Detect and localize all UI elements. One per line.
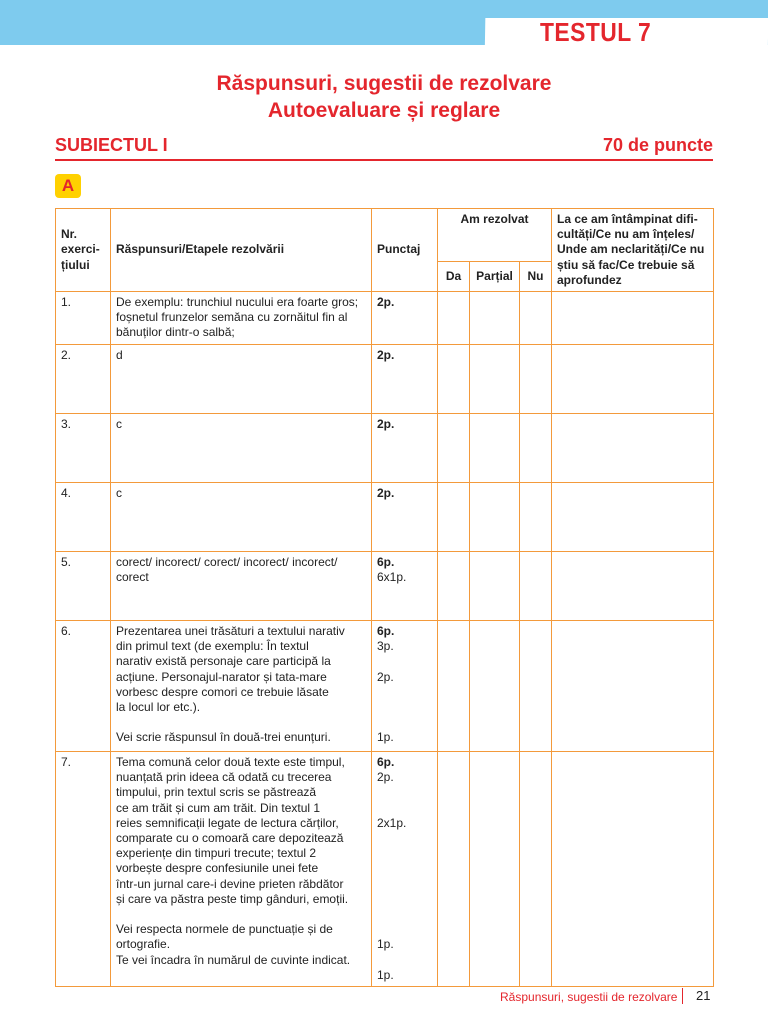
score-detail: 6x1p.: [377, 570, 407, 585]
row-score: [372, 292, 438, 345]
cell-yes[interactable]: [438, 345, 470, 414]
table-row: [56, 552, 714, 621]
cell-yes[interactable]: [438, 621, 470, 752]
page-number: 21: [696, 988, 711, 1003]
header-partial: Parțial: [470, 261, 520, 291]
row-score: [372, 752, 438, 987]
cell-partial[interactable]: [470, 345, 520, 414]
subject-name: SUBIECTUL I: [55, 135, 168, 155]
cell-difficulties[interactable]: [552, 752, 714, 987]
cell-partial[interactable]: [470, 292, 520, 345]
score-main: 2p.: [377, 486, 395, 501]
row-score: [372, 552, 438, 621]
cell-yes[interactable]: [438, 483, 470, 552]
row-score: [372, 483, 438, 552]
cell-difficulties[interactable]: [552, 292, 714, 345]
cell-partial[interactable]: [470, 752, 520, 987]
header-nr: Nr. exerci- țiului: [56, 209, 111, 292]
score-main: 2p.: [377, 348, 395, 363]
table-row: [56, 621, 714, 752]
row-answer: d: [111, 345, 372, 414]
cell-no[interactable]: [520, 414, 552, 483]
cell-difficulties[interactable]: [552, 483, 714, 552]
table-row: [56, 752, 714, 987]
cell-yes[interactable]: [438, 552, 470, 621]
cell-difficulties[interactable]: [552, 552, 714, 621]
row-nr: 4.: [56, 483, 111, 552]
cell-partial[interactable]: [470, 414, 520, 483]
cell-yes[interactable]: [438, 292, 470, 345]
header-answers: Răspunsuri/Etapele rezolvării: [111, 209, 372, 292]
cell-no[interactable]: [520, 552, 552, 621]
footer-divider: [682, 988, 683, 1004]
cell-yes[interactable]: [438, 752, 470, 987]
header-score: Punctaj: [372, 209, 438, 292]
score-main: 6p.: [377, 755, 395, 770]
score-detail: 2p. 2x1p. 1p. 1p.: [377, 770, 407, 982]
cell-difficulties[interactable]: [552, 345, 714, 414]
header-solved: Am rezolvat: [438, 209, 552, 262]
footer-text: Răspunsuri, sugestii de rezolvare: [500, 990, 678, 1004]
section-badge: A: [55, 174, 81, 198]
cell-no[interactable]: [520, 292, 552, 345]
row-answer: Prezentarea unei trăsături a textului narativ din primul text (de exemplu: În textul narativ există personaje care participă la acțiune. Personajul-narator și tata-mare vorbesc despre comori ce trebuie lăsate la locul lor etc.). Vei scrie răspunsul în două-trei enunțuri.: [111, 621, 372, 752]
score-main: 6p.: [377, 555, 395, 570]
cell-difficulties[interactable]: [552, 621, 714, 752]
table-row: [56, 483, 714, 552]
row-nr: 3.: [56, 414, 111, 483]
answers-table: [55, 208, 714, 987]
table-row: [56, 292, 714, 345]
score-main: 6p.: [377, 624, 395, 639]
row-nr: 5.: [56, 552, 111, 621]
score-detail: 3p. 2p. 1p.: [377, 639, 394, 745]
header-no: Nu: [520, 261, 552, 291]
cell-no[interactable]: [520, 483, 552, 552]
row-nr: 7.: [56, 752, 111, 987]
score-main: 2p.: [377, 295, 395, 310]
row-nr: 2.: [56, 345, 111, 414]
row-answer: Tema comună celor două texte este timpul, nuanțată prin ideea că odată cu trecerea timpului, prin textul scris se păstrează ce am trăit și cum am trăit. Din textul 1 reies semnificații legate de lectura cărților, comparate cu o comoară care depozitează experiențe din timpuri trecute; textul 2 vorbește despre confesiunile unei fete într-un jurnal care-i devine prieten răbdător și care va păstra peste timp gânduri, emoții. Vei respecta normele de punctuație și de ortografie. Te vei încadra în numărul de cuvinte indicat.: [111, 752, 372, 987]
cell-partial[interactable]: [470, 483, 520, 552]
table-row: [56, 345, 714, 414]
row-nr: 6.: [56, 621, 111, 752]
cell-partial[interactable]: [470, 621, 520, 752]
cell-no[interactable]: [520, 345, 552, 414]
test-label: TESTUL 7: [540, 17, 652, 47]
row-score: [372, 414, 438, 483]
row-score: [372, 345, 438, 414]
row-score: [372, 621, 438, 752]
score-main: 2p.: [377, 417, 395, 432]
cell-yes[interactable]: [438, 414, 470, 483]
cell-partial[interactable]: [470, 552, 520, 621]
subject-points: 70 de puncte: [602, 135, 713, 155]
row-answer: corect/ incorect/ corect/ incorect/ incorect/ corect: [111, 552, 372, 621]
cell-no[interactable]: [520, 621, 552, 752]
page-title-line2: Autoevaluare și reglare: [267, 99, 501, 122]
row-answer: c: [111, 414, 372, 483]
cell-no[interactable]: [520, 752, 552, 987]
header-yes: Da: [438, 261, 470, 291]
header-difficulties: La ce am întâmpinat difi- cultăți/Ce nu am înțeles/ Unde am neclarități/Ce nu știu să fac/Ce trebuie să aprofundez: [552, 209, 714, 292]
page-title-line1: Răspunsuri, sugestii de rezolvare: [216, 72, 552, 95]
table-row: [56, 414, 714, 483]
row-answer: De exemplu: trunchiul nucului era foarte gros; foșnetul frunzelor semăna cu zornăitul fin al bănuților dintr-o salbă;: [111, 292, 372, 345]
cell-difficulties[interactable]: [552, 414, 714, 483]
row-answer: c: [111, 483, 372, 552]
row-nr: 1.: [56, 292, 111, 345]
subject-header: [55, 135, 713, 161]
